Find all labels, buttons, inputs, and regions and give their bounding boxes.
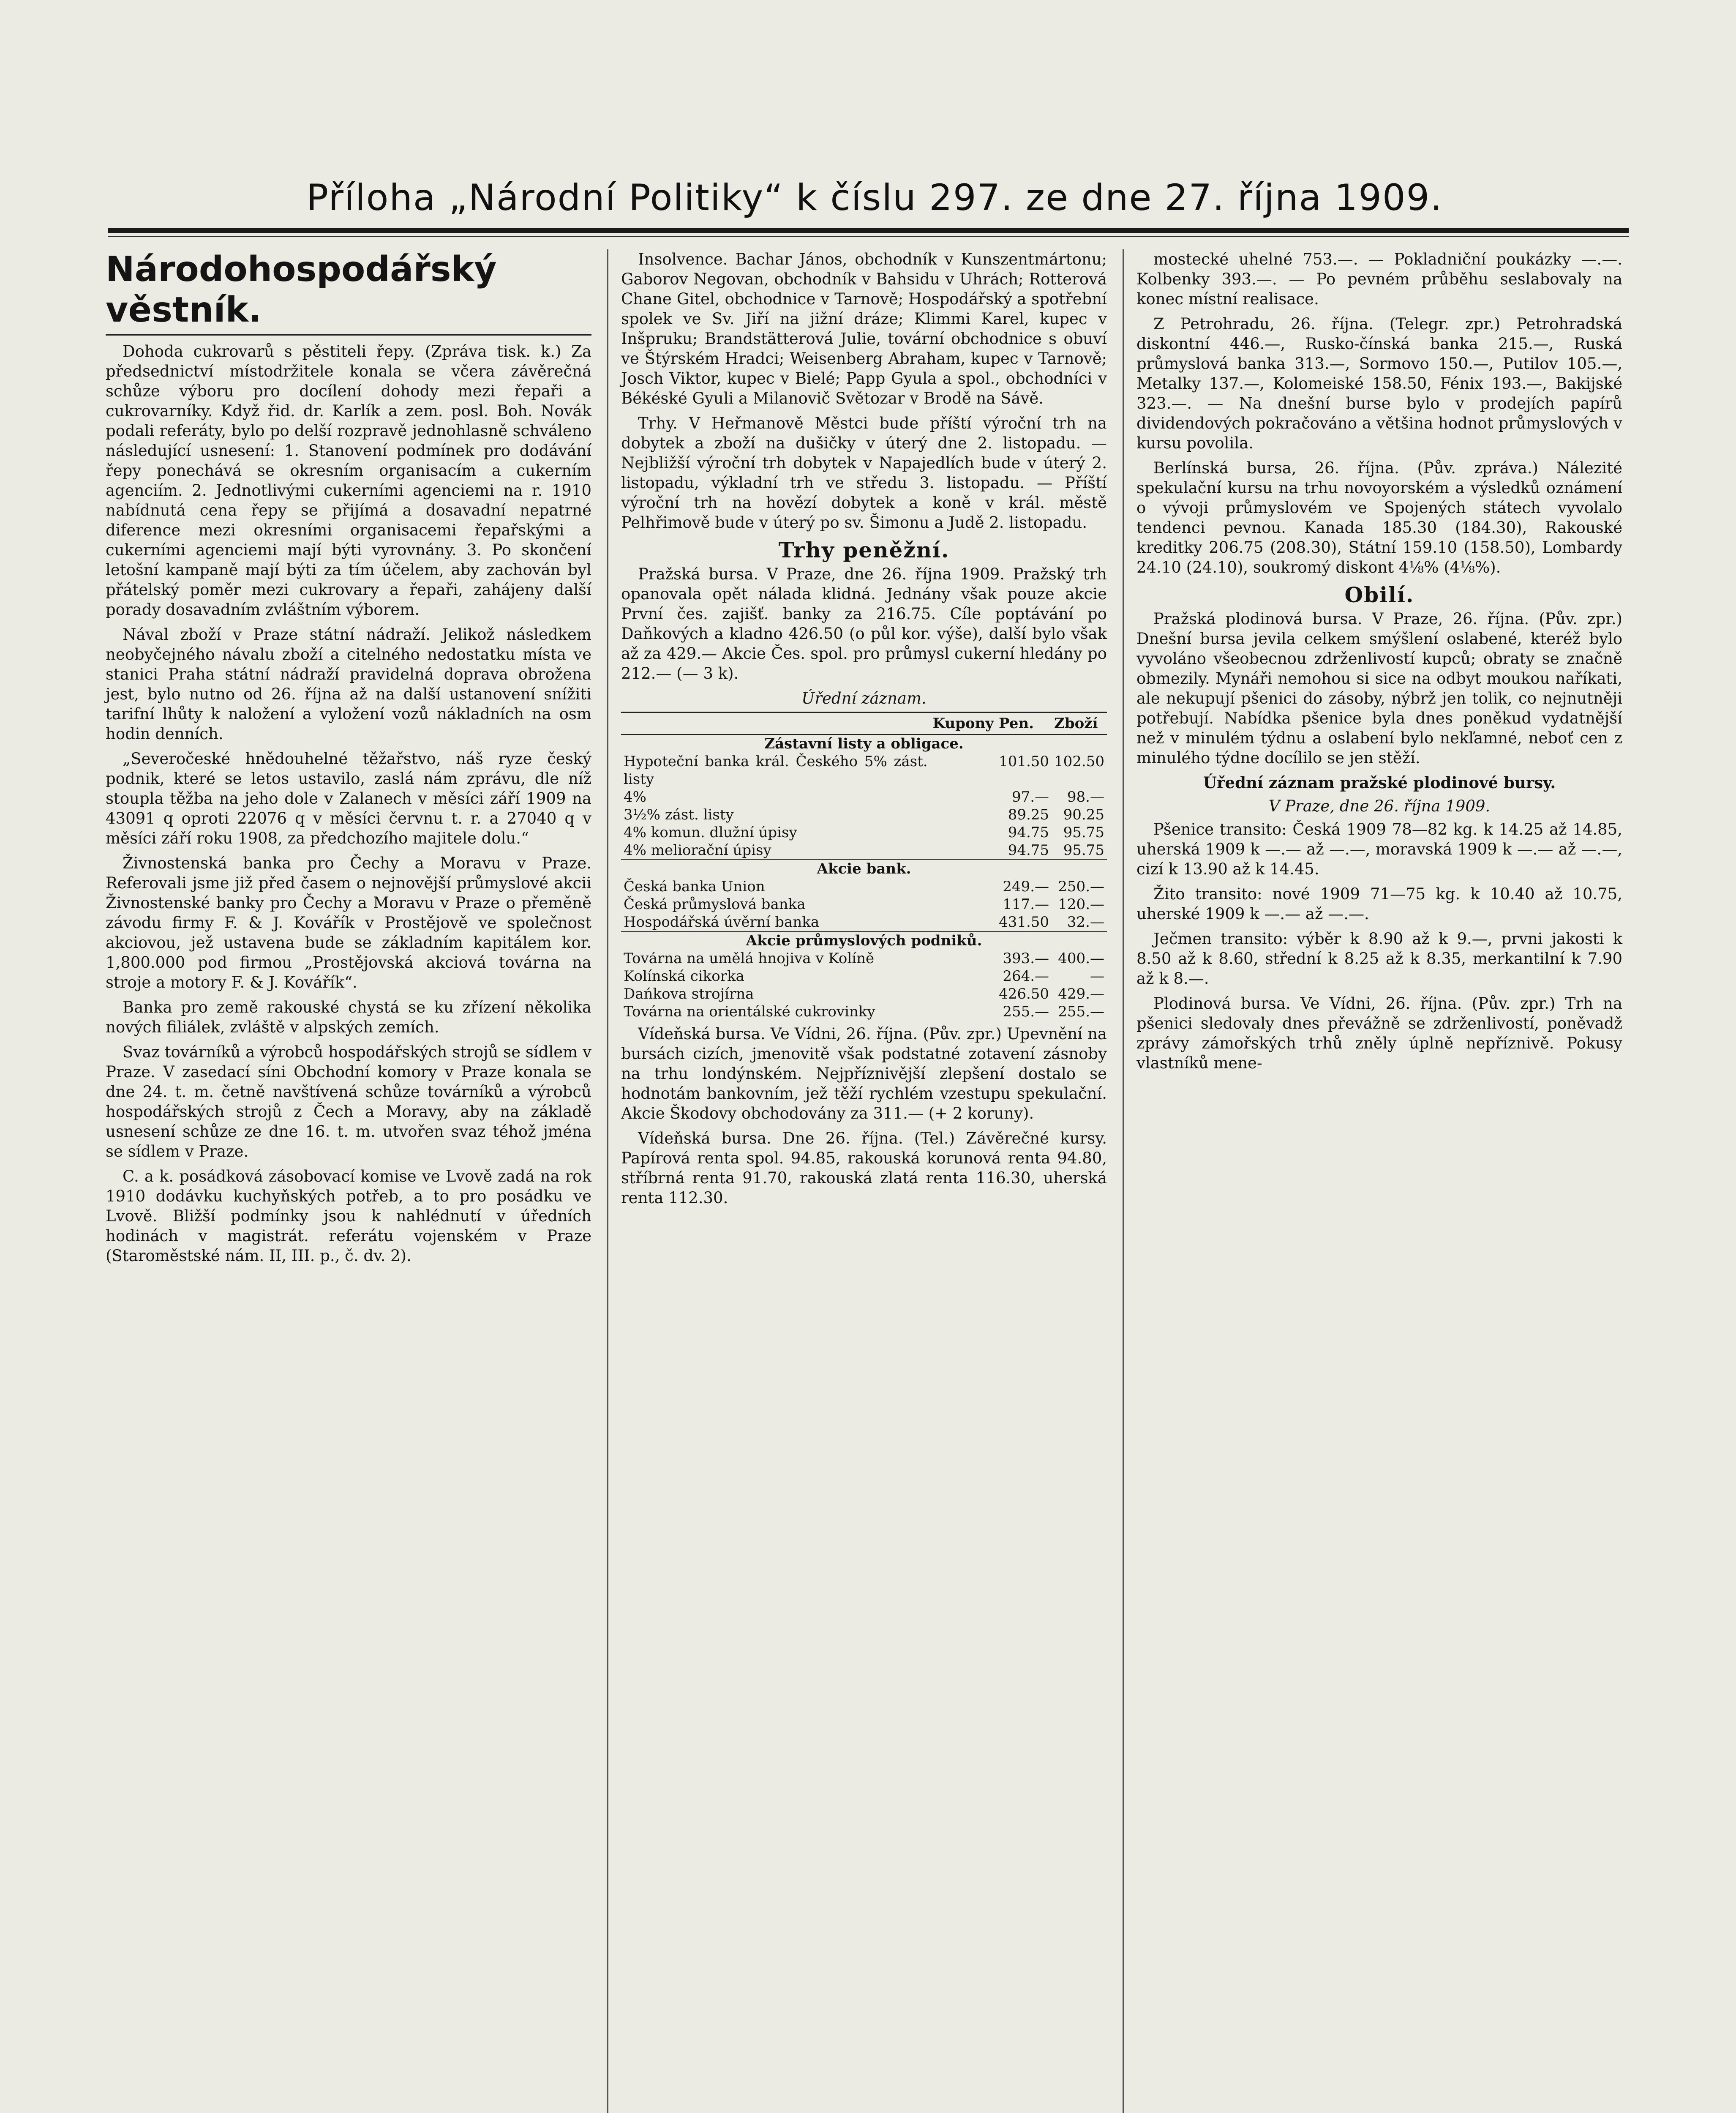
table-group-heading: Akcie průmyslových podniků. [621,931,1107,950]
table-row: 4% 97.— 98.— [624,789,1104,805]
table-row: Dańkova strojírna 426.50 429.— [624,986,1104,1002]
table-row: Kolínská cikorka 264.— — [624,968,1104,985]
article-vienna-produce: Plodinová bursa. Ve Vídni, 26. října. (Pův. zpr.) Trh na pšenici sledovaly dnes převážně se zdrženlivostí, poněvadž zprávy zámořských trhů zněly úplně nepříznivě. Pokusy vlastníků mene- [1136,994,1622,1072]
table-row: 3½% zást. listy 89.25 90.25 [624,806,1104,823]
article-prague-exchange: Pražská bursa. V Praze, dne 26. října 1909. Pražský trh opanovala opět nálada klidná. Jednány však pouze akcie První čes. zajišť. banky za 216.75. Cíle poptávání po Daňkových a kladno 426.50 (o půl kor. výše), další bylo však až za 429.— Akcie Čes. spol. pro průmysl cukerní hledány po 212.— (— 3 k). [621,565,1107,682]
table-group-heading: Akcie bank. [621,860,1107,878]
column-divider [607,249,608,2113]
section-title-grain: Obilí. [1344,582,1414,607]
article-vienna-exchange: Vídeňská bursa. Ve Vídni, 26. října. (Pův. zpr.) Upevnění na bursách cizích, jmenovitě však podstatné zotavení zásnoby na trhu londýnském. Nejpříznivější zlepšení dostalo se hodnotám bankovním, jež těží rychlém vzestupu spekulační. Akcie Škodovy obchodovány za 311.— (+ 2 koruny). [621,1025,1107,1122]
table-header-money: Pen. [996,713,1052,735]
table-row: Továrna na umělá hnojiva v Kolíně 393.— 400.— [624,950,1104,967]
article-freight-congestion: Nával zboží v Praze státní nádraží. Jelikož následkem neobyčejného návalu zboží a citelného nedostatku místa ve stanici Praha státní nádraží pravidelná doprava obrožena jest, bylo nutno od 26. října až na další ustanovení snížiti tarifní lhůty k naložení a vyložení vozů nákladních na osm hodin denních. [106,625,591,743]
article-machine-makers-union: Svaz továrníků a výrobců hospodářských strojů se sídlem v Praze. V zasedací síni Obchodní komory v Praze konala se dne 24. t. m. četně navštívená schůze továrníků a výrobců hospodářských strojů z Čech a Moravy, aby na základě usnesení schůze ze dne 16. t. m. utvořen svaz téhož jména se sídlem v Praze. [106,1043,591,1160]
article-military-supply: C. a k. posádková zásobovací komise ve Lvově zadá na rok 1910 dodávku kuchyňských potřeb, a to pro posádku ve Lvově. Bližší podmínky jsou k nahlédnutí v úředních hodinách v magistrát. referátu vojenském v Praze (Staroměstské nám. II, III. p., č. dv. 2). [106,1167,591,1265]
exchange-rates-table [621,712,1107,1021]
table-row: Česká banka Union 249.— 250.— [624,878,1104,895]
article-sugar-agreement: Dohoda cukrovarů s pěstiteli řepy. (Zpráva tisk. k.) Za předsednictví místodržitele konala se včera závěrečná schůze výboru pro docílení dohody mezi řepaři a cukrovarníky. Když řid. dr. Karlík a zem. posl. Boh. Novák podali referáty, bylo po delší rozpravě jednohlasně schváleno následující usnesení: 1. Stanovení podmínek pro dodávání řepy ponechává se okresním organisacím a cukerním agenciím. 2. Jednotlivými cukerními agenciemi na r. 1910 nabídnutá cena řepy se přijímá a dosavadní nepatrné diference mezi okresními organisacemi řepařskými a cukerními agenciemi mají býti vyrovnány. 3. Po skončení letošní kampaně mají býti za tím účelem, aby zachován byl přátelský poměr mezi cukrovary a řepaři, zahájeny další porady dosavadním zvláštním výborem. [106,342,591,619]
article-zivnostenska-banka: Živnostenská banka pro Čechy a Moravu v Praze. Referovali jsme již před časem o nejnovější průmyslové akcii Živnostenské banky pro Čechy a Moravu v Praze o přeměně závodu firmy F. & J. Kovářík v Prostějově ve společnost akciovou, jež ustavena bude se základním kapitálem kor. 1,800.000 pod firmou „Prostějovská akciová továrna na stroje a motory F. & J. Kovářík“. [106,854,591,991]
article-prague-close: mostecké uhelné 753.—. — Pokladniční poukázky —.—. Kolbenky 393.—. — Po pevném průběhu seslabovaly na konec místní realisace. [1136,250,1622,308]
header-rule [108,228,1629,233]
table-header-goods: Zboží [1052,713,1107,735]
quote-barley: Ječmen transito: výběr k 8.90 až k 9.—, prvni jakosti k 8.50 až k 8.60, střední k 8.25 až k 8.35, merkantilní k 7.90 až k 8.—. [1136,930,1622,988]
column-divider [1123,249,1124,2113]
table-group-heading: Zástavní listy a obligace. [621,734,1107,753]
table-row: Továrna na orientálské cukrovinky 255.— 255.— [624,1003,1104,1020]
article-vienna-closing: Vídeňská bursa. Dne 26. října. (Tel.) Závěrečné kursy. Papírová renta spol. 94.85, rakouská korunová renta 94.80, stříbrná renta 91.70, rakouská zlatá renta 116.30, uherská renta 112.30. [621,1129,1107,1207]
column-markets [621,249,1107,1213]
column-economic-news [106,249,591,1271]
article-bank-branches: Banka pro země rakouské chystá se ku zřízení několika nových filiálek, zvláště v alpských zemích. [106,998,591,1036]
article-coal-mining: „Severočeské hnědouhelné těžařstvo, náš ryze český podnik, které se letos ustavilo, zaslá nám zprávu, dle níž stoupla těžba na jeho dole v Zalanech v měsíci září 1909 na 43091 q oproti 22076 q v měsíci červnu t. r. a 27040 q v měsíci září roku 1908, za předchozího majitele dolu.“ [106,750,591,847]
section-masthead: Národohospodářský věstník. [106,249,591,336]
header-rule-thin [108,236,1629,237]
section-title-money-markets: Trhy peněžní. [778,538,950,562]
table-row: Česká průmyslová banka 117.— 120.— [624,896,1104,913]
quote-wheat: Pšenice transito: Česká 1909 78—82 kg. k 14.25 až 14.85, uherská 1909 k —.— až —.—, moravská 1909 k —.— až —.—, cizí k 13.90 až k 14.45. [1136,820,1622,878]
article-berlin-exchange: Berlínská bursa, 26. října. (Pův. zpráva.) Nálezité spekulační kursu na trhu novoyorském a výsledků oznámení o vývoji průmyslovém ve Spojených státech vyvolalo tendenci pevnou. Kanada 185.30 (184.30), Rakouské kreditky 206.75 (208.30), Státní 159.10 (158.50), Lombardy 24.10 (24.10), soukromý diskont 4⅛% (4⅛%). [1136,459,1622,576]
article-fairs: Trhy. V Heřmanově Městci bude příští výroční trh na dobytek a zboží na dušičky v úterý dne 2. listopadu. — Nejbližší výroční trh dobytek v Napajedlích bude v úterý 2. listopadu, výkladní trh ve středu 3. listopadu. — Příští výroční trh na hovězí dobytek a koně v král. městě Pelhřimově bude v úterý po sv. Šimonu a Judě 2. listopadu. [621,414,1107,532]
table-row: Hypoteční banka král. Českého 5% zást. listy 101.50 102.50 [624,753,1104,788]
subtitle-produce-record: Úřední záznam pražské plodinové bursy. [1203,773,1556,792]
table-row: 4% komun. dlužní úpisy 94.75 95.75 [624,824,1104,841]
subtitle-official-record: Úřední záznam. [801,689,927,707]
column-exchanges-grain [1136,249,1622,1078]
table-row: Hospodářská úvěrní banka 431.50 32.— [624,914,1104,931]
table-header-blank [621,713,930,735]
table-header-coupons: Kupony [930,713,996,735]
article-petersburg: Z Petrohradu, 26. října. (Telegr. zpr.) Petrohradská diskontní 446.—, Rusko-čínská banka 215.—, Ruská průmyslová banka 313.—, Sormovo 150.—, Putilov 105.—, Metalky 137.—, Kolomeiské 158.50, Fénix 193.—, Bakijské 323.—. — Na dnešní burse bylo v prodejích papírů dividendových pokračováno a většina hodnot průmyslových v kursu povolila. [1136,315,1622,452]
article-insolvency: Insolvence. Bachar János, obchodník v Kunszentmártonu; Gaborov Negovan, obchodník v Bahsidu v Uhrách; Rotterová Chane Gitel, obchodnice v Tarnově; Hospodářský a spotřební spolek ve Sv. Jiří na jižní dráze; Klimmi Karel, kupec v Inšpruku; Brandstätterová Julie, tovární obchodnice s obuví ve Štýrském Hradci; Weisenberg Abraham, kupec v Tarnově; Josch Viktor, kupec v Bielé; Papp Gyula a spol., obchodníci v Békéské Gyuli a Milanovič Světozar v Brodě na Sávě. [621,250,1107,407]
table-row: 4% meliorační úpisy 94.75 95.75 [624,842,1104,859]
subtitle-date: V Praze, dne 26. října 1909. [1268,797,1491,815]
quote-rye: Žito transito: nové 1909 71—75 kg. k 10.40 až 10.75, uherské 1909 k —.— až —.—. [1136,885,1622,923]
page-header: Příloha „Národní Politiky“ k číslu 297. ze dne 27. října 1909. [306,177,1443,219]
article-produce-exchange: Pražská plodinová bursa. V Praze, 26. října. (Pův. zpr.) Dnešní bursa jevila celkem smýšlení oslabené, kteréž bylo vyvoláno všeobecnou zdrženlivostí kupců; obraty se značně obmezily. Mynáři nemohou si sice na odbyt moukou naříkati, ale nekupují pšenici do zásoby, nýbrž jen tolik, co nejnutněji potřebují. Nabídka pšenice byla dnes poněkud vydatnější než v minulém týdnu a oslabení bylo nekľamné, neboť cen z minulého týdne docílilo se jen stěží. [1136,610,1622,767]
